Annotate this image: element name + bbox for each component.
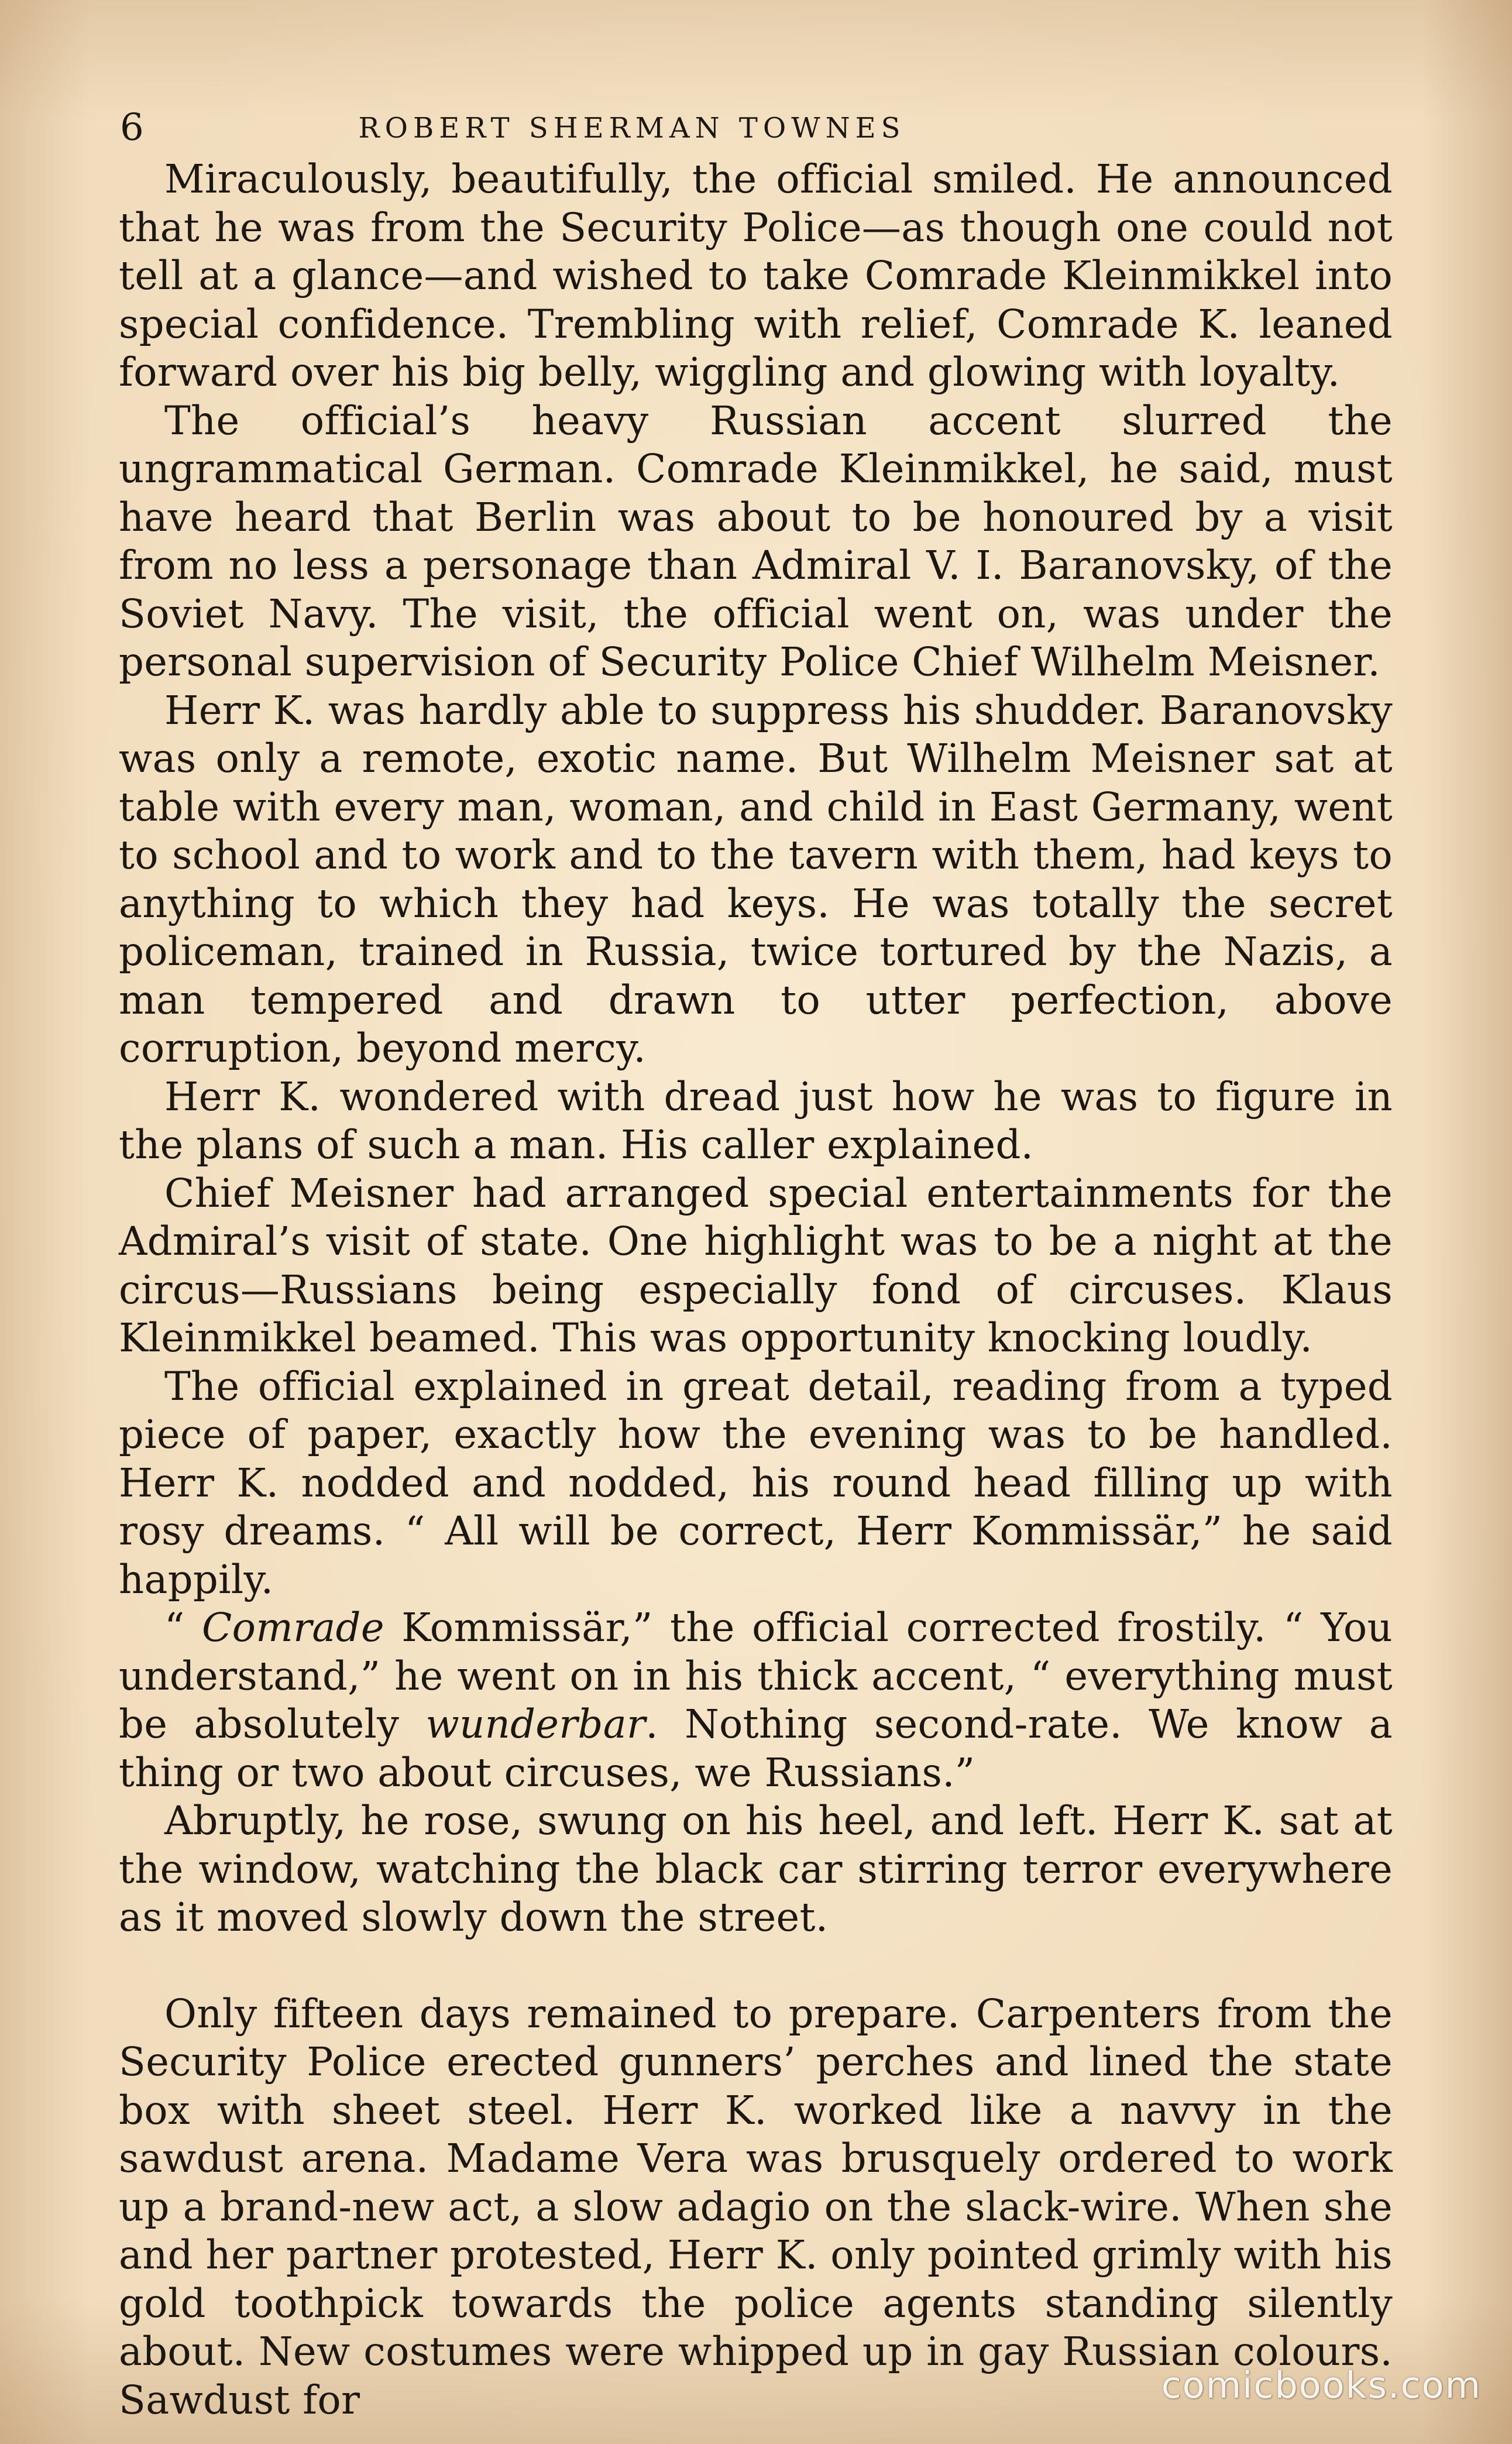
paragraph: Herr K. was hardly able to suppress his shudder. Baranovsky was only a remote, exotic name. But Wilhelm Meisner sat at table with every man, woman, and child in East Germany, went to school and to work and to the tavern with them, had keys to anything to which they had keys. He was totally the secret policeman, trained in Russia, twice tortured by the Nazis, a man tempered and drawn to utter perfection, above corruption, beyond mercy.	[119, 687, 1393, 1071]
paragraph: Herr K. wondered with dread just how he was to figure in the plans of such a man. His caller explained.	[119, 1073, 1393, 1168]
text-segment: Kommissär,” the official corrected frostily. “ You understand,” he went on in his thick accent, “ everything must be absolutely	[119, 1605, 1393, 1747]
paragraph: Miraculously, beautifully, the official smiled. He announced that he was from the Security Police—as though one could not tell at a glance—and wished to take Comrade Kleinmikkel into special confidence. Trembling with relief, Comrade K. leaned forward over his big belly, wiggling and glowing with loyalty.	[119, 156, 1393, 395]
paragraph: The official explained in great detail, reading from a typed piece of paper, exactly how the evening was to be handled. Herr K. nodded and nodded, his round head filling up with rosy dreams. “ All will be correct, Herr Kommissär,” he said happily.	[119, 1363, 1393, 1602]
page-number: 6	[120, 106, 144, 149]
watermark: comicbooks.com	[1161, 2364, 1482, 2407]
page-header	[120, 104, 1091, 151]
running-head: ROBERT SHERMAN TOWNES	[358, 112, 906, 145]
italic-word: wunderbar	[425, 1701, 646, 1747]
section-break	[119, 1942, 1393, 1990]
paragraph: Chief Meisner had arranged special entertainments for the Admiral’s visit of state. One highlight was to be a night at the circus—Russians being especially fond of circuses. Klaus Kleinmikkel beamed. This was opportunity knocking loudly.	[119, 1170, 1393, 1361]
italic-word: Comrade	[202, 1605, 384, 1650]
text-segment: . Nothing second-rate. We know a thing or two about circuses, we Russians.”	[119, 1701, 1393, 1796]
paragraph: Abruptly, he rose, swung on his heel, and left. Herr K. sat at the window, watching the black car stirring terror everywhere as it moved slowly down the street.	[119, 1798, 1393, 1940]
open-quote: “	[164, 1605, 202, 1650]
body-text	[119, 155, 1393, 2424]
paragraph: The official’s heavy Russian accent slurred the ungrammatical German. Comrade Kleinmikkel, he said, must have heard that Berlin was about to be honoured by a visit from no less a personage than Admiral V. I. Baranovsky, of the Soviet Navy. The visit, the official went on, was under the personal supervision of Security Police Chief Wilhelm Meisner.	[119, 397, 1393, 685]
paragraph-dialogue	[119, 1604, 1393, 1797]
paragraph: Only fifteen days remained to prepare. Carpenters from the Security Police erected gunners’ perches and lined the state box with sheet steel. Herr K. worked like a navvy in the sawdust arena. Madame Vera was brusquely ordered to work up a brand-new act, a slow adagio on the slack-wire. When she and her partner protested, Herr K. only pointed grimly with his gold toothpick towards the police agents standing silently about. New costumes were whipped up in gay Russian colours. Sawdust for	[119, 1990, 1393, 2423]
